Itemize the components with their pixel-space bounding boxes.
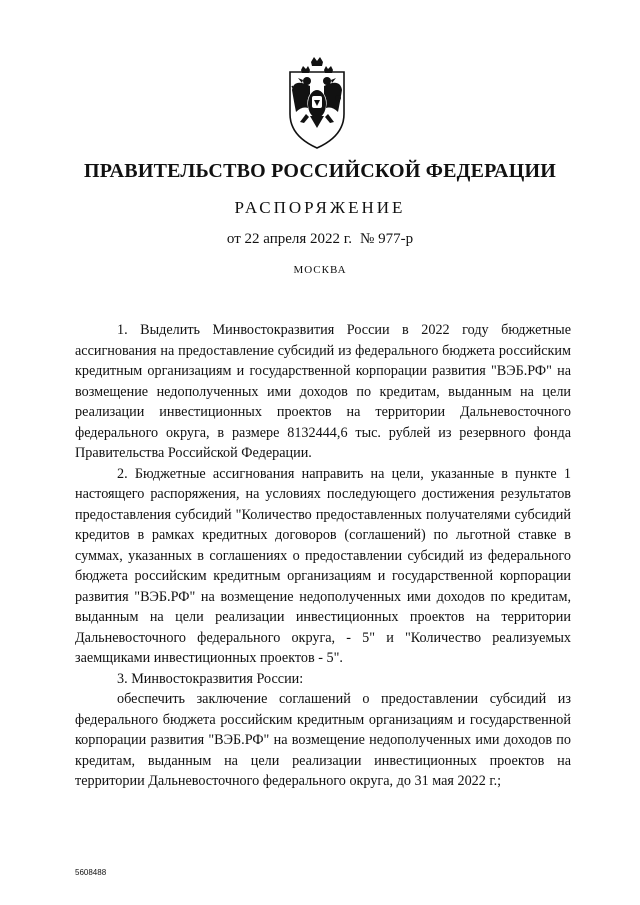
coat-of-arms-icon [272,56,362,156]
document-meta [0,231,640,248]
document-body [75,320,571,792]
document-type: РАСПОРЯЖЕНИЕ [234,198,406,217]
paragraph-2: 2. Бюджетные ассигнования направить на цели, указанные в пункте 1 настоящего распоряжения, на условиях последующего достижения результатов предоставления субсидий "Количество предоставленных получателями субсидий кредитов в рамках кредитных договоров (соглашений) по льготной ставке в суммах, указанных в соглашениях о предоставлении субсидий из федерального бюджета российским кредитным организациям и государственной корпорации развития "ВЭБ.РФ" на возмещение недополученных ими доходов по кредитам, выданным на цели реализации инвестиционных проектов на территории Дальневосточного федерального округа, - 5" и "Количество реализуемых заемщиками инвестиционных проектов - 5". [75,465,571,666]
paragraph-3: 3. Минвостокразвития России: [117,670,304,687]
paragraph-1: 1. Выделить Минвостокразвития России в 2022 году бюджетные ассигнования на предоставление субсидий из федерального бюджета российским кредитным организациям и государственной корпорации развития "ВЭБ.РФ" на возмещение недополученных ими доходов по кредитам, выданным на цели реализации инвестиционных проектов на территории Дальневосточного федерального округа, в размере 8132444,6 тыс. рублей из резервного фонда Правительства Российской Федерации. [75,322,571,461]
paragraph-4: обеспечить заключение соглашений о предоставлении субсидий из федерального бюджета российским кредитным организациям и государственной корпорации развития "ВЭБ.РФ" на возмещение недополученных ими доходов по кредитам, выданным на цели реализации инвестиционных проектов на территории Дальневосточного федерального округа, до 31 мая 2022 г.; [75,691,571,789]
city: МОСКВА [293,264,347,276]
document-date: от 22 апреля 2022 г. [226,231,353,247]
document-number: № 977-р [360,231,414,247]
government-title: ПРАВИТЕЛЬСТВО РОССИЙСКОЙ ФЕДЕРАЦИИ [84,160,556,182]
footer-code: 5608488 [75,868,107,877]
